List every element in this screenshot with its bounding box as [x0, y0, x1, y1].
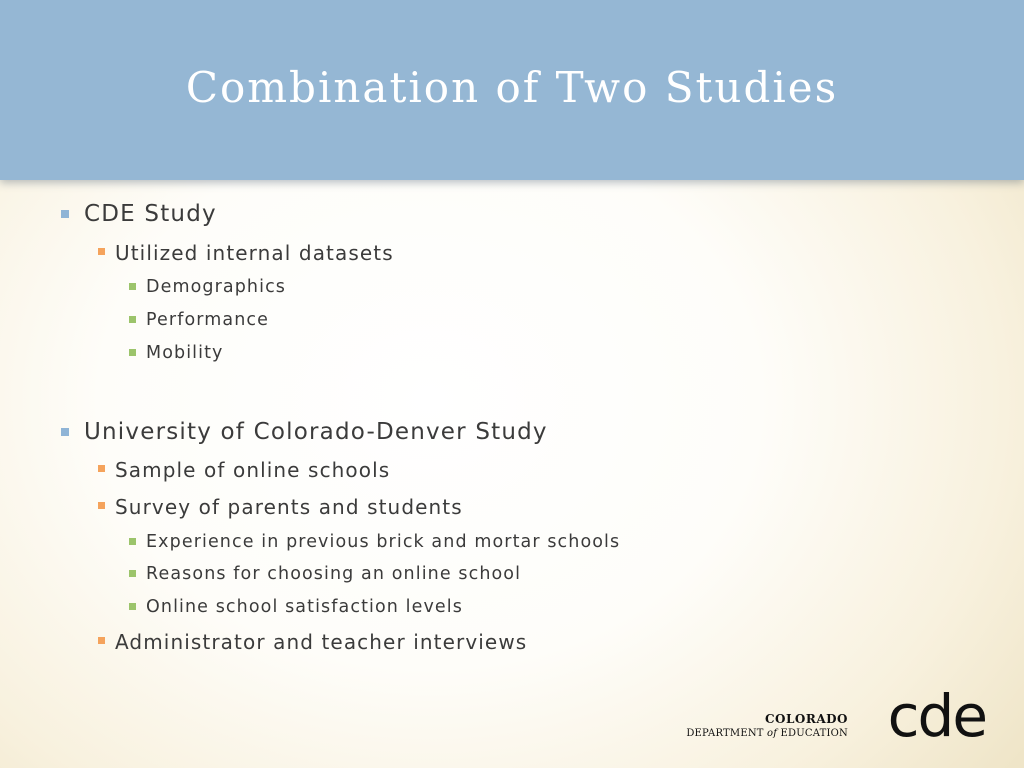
bullet-text: Survey of parents and students	[115, 495, 463, 519]
bullet-item	[115, 458, 390, 482]
bullet-text: Experience in previous brick and mortar schools	[146, 532, 621, 552]
bullet-item	[115, 241, 394, 265]
square-bullet-icon	[98, 465, 105, 472]
bullet-text: Demographics	[146, 277, 287, 297]
bullet-text: Mobility	[146, 343, 224, 363]
bullet-text: Utilized internal datasets	[115, 241, 394, 265]
bullet-text: Online school satisfaction levels	[146, 597, 463, 617]
logo-cde-mark: cde	[887, 682, 986, 750]
logo-of-word: of	[767, 728, 778, 739]
bullet-text: Administrator and teacher interviews	[115, 630, 528, 654]
square-bullet-icon	[129, 283, 136, 290]
bullet-text: CDE Study	[84, 201, 217, 227]
logo-department-word: DEPARTMENT	[686, 728, 768, 739]
cde-logo	[686, 682, 986, 752]
bullet-item	[84, 419, 548, 445]
bullet-item	[115, 495, 463, 519]
bullet-item	[146, 343, 224, 363]
bullet-item	[146, 597, 463, 617]
square-bullet-icon	[98, 637, 105, 644]
square-bullet-icon	[98, 248, 105, 255]
bullet-text: Sample of online schools	[115, 458, 391, 482]
square-bullet-icon	[129, 538, 136, 545]
bullet-text: Performance	[146, 310, 269, 330]
logo-department-text	[686, 728, 848, 739]
square-bullet-icon	[61, 210, 69, 218]
square-bullet-icon	[129, 570, 136, 577]
bullet-item	[115, 630, 527, 654]
bullet-text: Reasons for choosing an online school	[146, 564, 522, 584]
square-bullet-icon	[98, 502, 105, 509]
bullet-item	[146, 532, 620, 552]
bullet-item	[84, 201, 217, 227]
logo-colorado-text: COLORADO	[764, 712, 848, 726]
bullet-item	[146, 564, 521, 584]
bullet-item	[146, 277, 286, 297]
square-bullet-icon	[129, 349, 136, 356]
logo-education-word: EDUCATION	[777, 728, 848, 739]
slide-title: Combination of Two Studies	[185, 62, 839, 112]
square-bullet-icon	[61, 428, 69, 436]
square-bullet-icon	[129, 603, 136, 610]
square-bullet-icon	[129, 316, 136, 323]
bullet-text: University of Colorado-Denver Study	[84, 419, 548, 445]
bullet-item	[146, 310, 269, 330]
